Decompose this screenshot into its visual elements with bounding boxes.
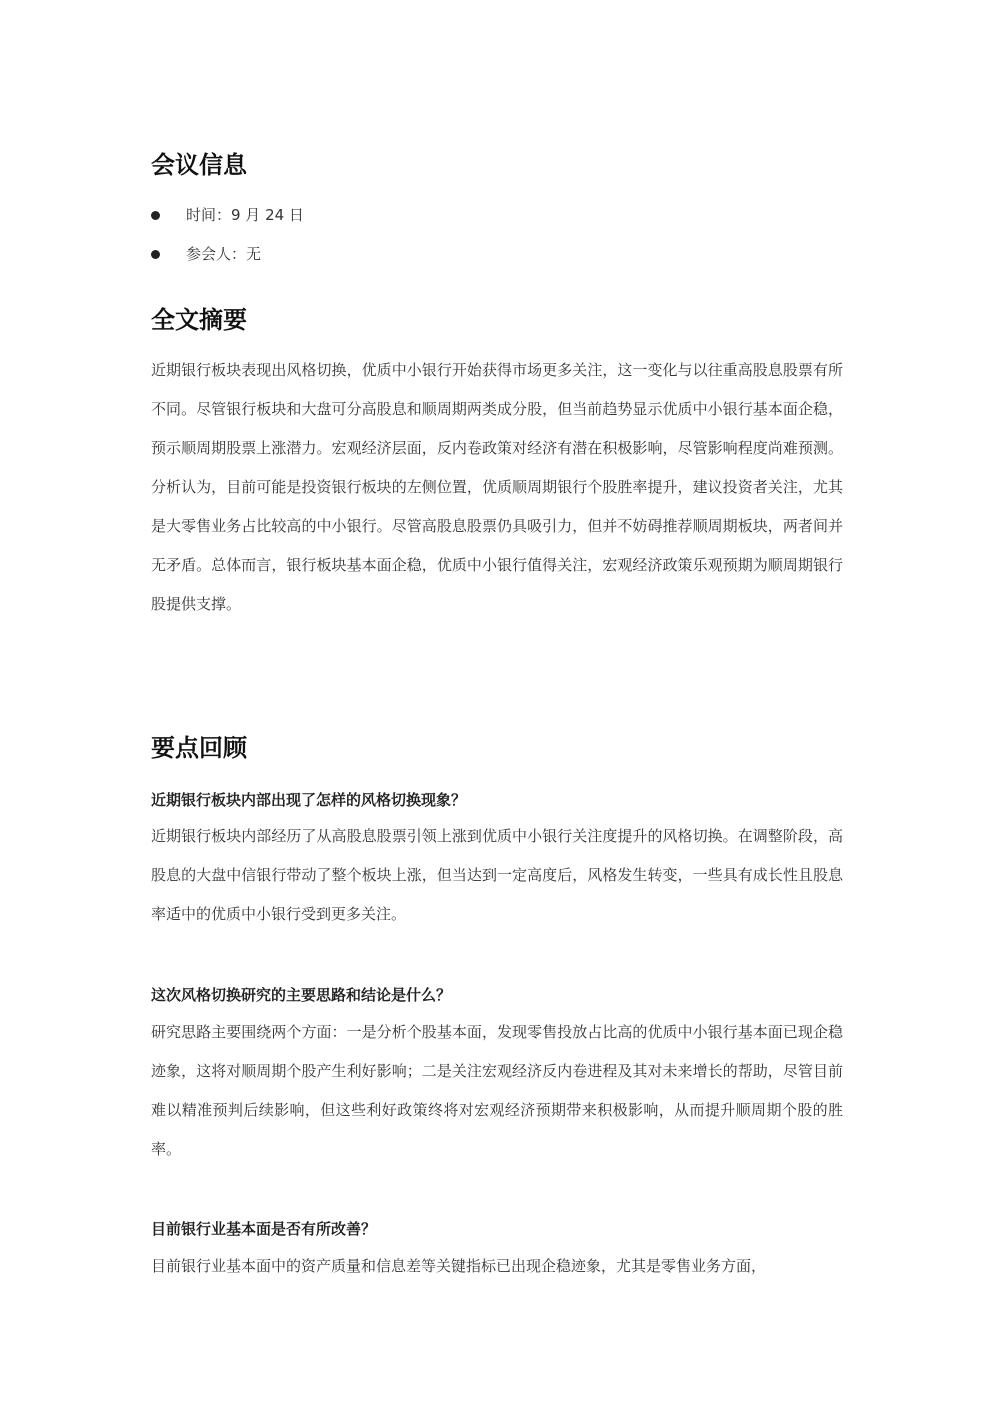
question-1: 近期银行板块内部出现了怎样的风格切换现象？ bbox=[151, 791, 467, 809]
meeting-info-heading: 会议信息 bbox=[151, 151, 247, 179]
answer-2: 研究思路主要围绕两个方面：一是分析个股基本面，发现零售投放占比高的优质中小银行基本面已现企稳迹象，这将对顺周期个股产生利好影响；二是关注宏观经济反内卷进程及其对未来增长的帮助，尽管目前难以精准预判后续影响，但这些利好政策终将对宏观经济预期带来积极影响，从而提升顺周期个股的胜率。 bbox=[151, 1023, 843, 1158]
list-item bbox=[151, 200, 304, 239]
answer-3: 目前银行业基本面中的资产质量和信息差等关键指标已出现企稳迹象，尤其是零售业务方面， bbox=[151, 1257, 767, 1275]
bullet-icon bbox=[151, 211, 160, 220]
bullet-icon bbox=[151, 250, 160, 259]
question-3: 目前银行业基本面是否有所改善？ bbox=[151, 1220, 377, 1238]
summary-heading: 全文摘要 bbox=[151, 306, 247, 334]
question-2: 这次风格切换研究的主要思路和结论是什么？ bbox=[151, 986, 452, 1004]
list-item bbox=[151, 239, 304, 278]
key-points-heading: 要点回顾 bbox=[151, 734, 247, 762]
summary-paragraph: 近期银行板块表现出风格切换，优质中小银行开始获得市场更多关注，这一变化与以往重高股息股票有所不同。尽管银行板块和大盘可分高股息和顺周期两类成分股，但当前趋势显示优质中小银行基本面企稳，预示顺周期股票上涨潜力。宏观经济层面，反内卷政策对经济有潜在积极影响，尽管影响程度尚难预测。分析认为，目前可能是投资银行板块的左侧位置，优质顺周期银行个股胜率提升，建议投资者关注，尤其是大零售业务占比较高的中小银行。尽管高股息股票仍具吸引力，但并不妨碍推荐顺周期板块，两者间并无矛盾。总体而言，银行板块基本面企稳，优质中小银行值得关注，宏观经济政策乐观预期为顺周期银行股提供支撑。 bbox=[151, 361, 843, 613]
meeting-info-list bbox=[151, 200, 304, 278]
answer-1: 近期银行板块内部经历了从高股息股票引领上涨到优质中小银行关注度提升的风格切换。在调整阶段，高股息的大盘中信银行带动了整个板块上涨，但当达到一定高度后，风格发生转变，一些具有成长性且股息率适中的优质中小银行受到更多关注。 bbox=[151, 827, 843, 923]
meeting-time: 时间：9 月 24 日 bbox=[186, 206, 304, 224]
meeting-attendees: 参会人：无 bbox=[186, 245, 262, 263]
